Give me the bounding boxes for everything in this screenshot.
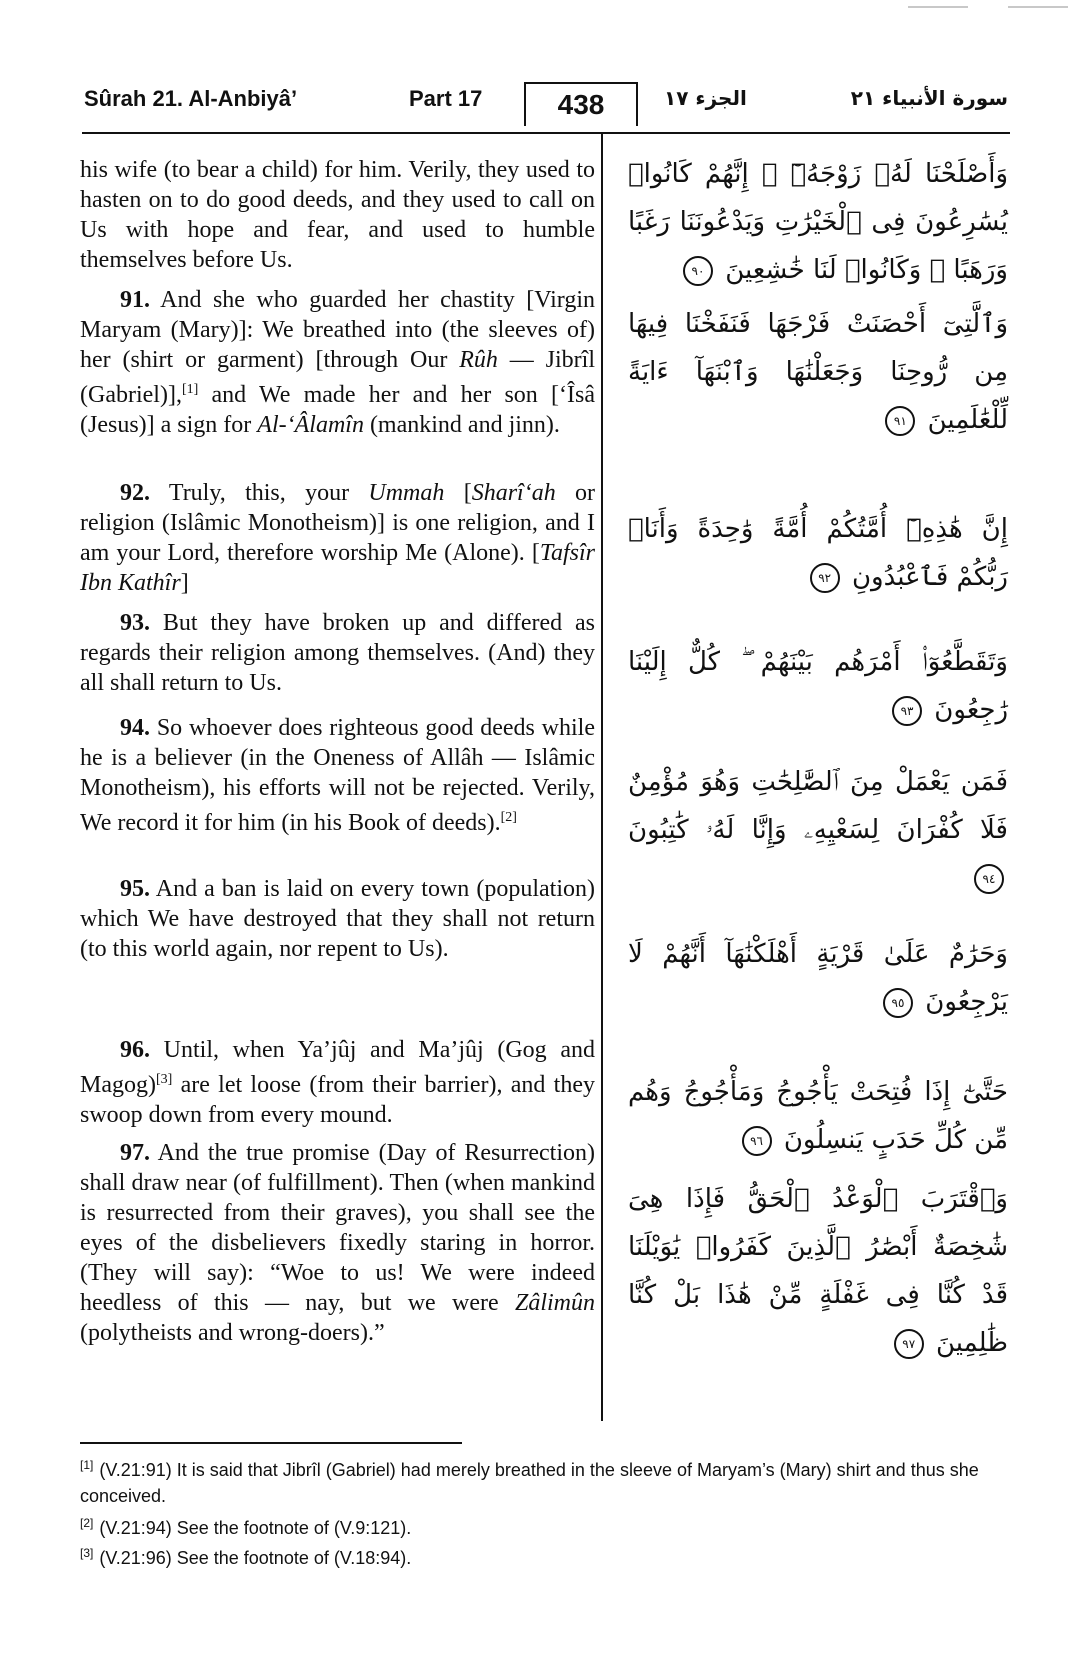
verse-italic: Zâlimûn bbox=[514, 1290, 595, 1316]
page-header bbox=[84, 86, 1008, 136]
ayah-number-mark: ٩٥ bbox=[883, 988, 913, 1018]
verse-text: ] bbox=[180, 570, 189, 596]
ayah-number-mark: ٩٢ bbox=[810, 563, 840, 593]
footnote-mark: [1] bbox=[80, 1458, 94, 1472]
verse-text: — Jibrîl (Gabriel)], bbox=[80, 347, 595, 408]
header-rule bbox=[82, 132, 1010, 134]
surah-title-arabic: سورة الأنبياء ٢١ bbox=[850, 86, 1008, 110]
surah-title-english: Sûrah 21. Al-Anbiyâ’ bbox=[84, 86, 298, 111]
verse-96 bbox=[80, 1035, 595, 1130]
column-divider bbox=[601, 133, 603, 1421]
arabic-text: وَٱلَّتِىٓ أَحْصَنَتْ فَرْجَهَا فَنَفَخْنَا فِيهَا مِن رُّوحِنَا وَجَعَلْنَٰهَا وَٱبْنَهَآ ءَايَةً لِّلْعَٰلَمِينَ bbox=[628, 309, 1008, 435]
footnote-ref[interactable]: [1] bbox=[181, 382, 199, 397]
verse-italic: Ummah bbox=[368, 480, 445, 506]
verse-italic: Sharî‘ah bbox=[471, 480, 556, 506]
verse-94 bbox=[80, 713, 595, 838]
arabic-verse-94 bbox=[628, 758, 1008, 902]
part-label-english: Part 17 bbox=[409, 86, 483, 111]
footnote-rule bbox=[80, 1442, 462, 1444]
verse-text: and We made her and her son [‘Îsâ (Jesus)] a sign for bbox=[80, 382, 595, 438]
ayah-number-mark: ٩٤ bbox=[974, 864, 1004, 894]
arabic-text: إِنَّ هَٰذِهِۦٓ أُمَّتُكُمْ أُمَّةً وَٰحِدَةً وَأَنَا۠ رَبُّكُمْ فَٱعْبُدُونِ bbox=[628, 514, 1008, 592]
verse-95 bbox=[80, 874, 595, 964]
arabic-text: فَمَن يَعْمَلْ مِنَ ٱلصَّٰلِحَٰتِ وَهُوَ مُؤْمِنٌ فَلَا كُفْرَانَ لِسَعْيِهِۦ وَإِنَّا لَهُۥ كَٰتِبُونَ bbox=[628, 767, 1008, 845]
footnote-mark: [3] bbox=[80, 1546, 94, 1560]
verse-text: are let loose (from their barrier), and they swoop down from every mound. bbox=[80, 1072, 595, 1128]
part-label-arabic: الجزء ١٧ bbox=[664, 86, 747, 110]
verse-93 bbox=[80, 608, 595, 698]
scan-marks bbox=[908, 6, 1068, 12]
verse-text: his wife (to bear a child) for him. Verily, they used to hasten on to do good deeds, and they used to call on Us with hope and fear, and used to humble themselves before Us. bbox=[80, 157, 595, 273]
verse-text: And a ban is laid on every town (population) which We have destroyed that they shall not return (to this world again, nor repent to Us). bbox=[80, 876, 595, 962]
verse-number: 94. bbox=[120, 715, 150, 741]
verse-number: 97. bbox=[120, 1140, 150, 1166]
footnote-2 bbox=[80, 1510, 1005, 1541]
verse-text: (polytheists and wrong-doers).” bbox=[80, 1320, 385, 1346]
verse-number: 93. bbox=[120, 610, 150, 636]
footnote-ref[interactable]: [3] bbox=[155, 1072, 173, 1087]
arabic-text: وَحَرَٰمٌ عَلَىٰ قَرْيَةٍ أَهْلَكْنَٰهَآ أَنَّهُمْ لَا يَرْجِعُونَ bbox=[628, 939, 1008, 1017]
verse-97 bbox=[80, 1138, 595, 1348]
arabic-text: وَٱقْتَرَبَ ٱلْوَعْدُ ٱلْحَقُّ فَإِذَا هِىَ شَٰخِصَةٌ أَبْصَٰرُ ٱلَّذِينَ كَفَرُوا۟ يَٰوَيْلَنَا قَدْ كُنَّا فِى غَفْلَةٍ مِّنْ هَٰذَا بَلْ كُنَّا ظَٰلِمِينَ bbox=[628, 1184, 1008, 1358]
verse-italic: Rûh bbox=[459, 347, 498, 373]
arabic-verse-91 bbox=[628, 300, 1008, 444]
arabic-text: وَتَقَطَّعُوٓا۟ أَمْرَهُم بَيْنَهُمْ ۖ كُلٌّ إِلَيْنَا رَٰجِعُونَ bbox=[628, 647, 1008, 725]
verse-text: or religion (Islâmic Monotheism)] is one religion, and I am your Lord, therefore worship Me (Alone). [ bbox=[80, 480, 596, 566]
page-number: 438 bbox=[524, 82, 638, 126]
footnote-3 bbox=[80, 1540, 1005, 1571]
verse-92 bbox=[80, 478, 595, 598]
ayah-number-mark: ٩٠ bbox=[683, 256, 713, 286]
footnote-text: (V.21:96) See the footnote of (V.18:94). bbox=[99, 1548, 412, 1568]
arabic-verse-97 bbox=[628, 1175, 1008, 1367]
arabic-verse-90 bbox=[628, 150, 1008, 294]
footnote-ref[interactable]: [2] bbox=[500, 810, 517, 825]
footnote-text: (V.21:94) See the footnote of (V.9:121). bbox=[99, 1518, 412, 1538]
footnote-text: (V.21:91) It is said that Jibrîl (Gabriel) had merely breathed in the sleeve of Maryam’s (Mary) shirt and thus she conceived. bbox=[80, 1460, 979, 1506]
verse-text: And she who guarded her chastity [Virgin Maryam (Mary)]: We breathed into (the sleeves of) her (shirt or garment) [through Our bbox=[80, 287, 595, 373]
verse-text: So whoever does righteous good deeds while he is a believer (in the Oneness of Allâh — Islâmic Monotheism), his efforts will not be rejected. Verily, We record it for him (in his Book of deeds). bbox=[80, 715, 595, 836]
ayah-number-mark: ٩٦ bbox=[742, 1126, 772, 1156]
arabic-verse-95 bbox=[628, 930, 1008, 1026]
verse-90-continuation bbox=[80, 155, 595, 275]
verse-italic: Al-‘Âlamîn bbox=[257, 412, 364, 438]
verse-italic: Tafsîr Ibn Kathîr bbox=[80, 540, 595, 596]
footnote-mark: [2] bbox=[80, 1516, 94, 1530]
verse-number: 96. bbox=[120, 1037, 150, 1063]
verse-number: 95. bbox=[120, 876, 150, 902]
arabic-verse-96 bbox=[628, 1068, 1008, 1164]
ayah-number-mark: ٩١ bbox=[885, 406, 915, 436]
arabic-text: حَتَّىٰٓ إِذَا فُتِحَتْ يَأْجُوجُ وَمَأْجُوجُ وَهُم مِّن كُلِّ حَدَبٍ يَنسِلُونَ bbox=[628, 1077, 1008, 1155]
verse-number: 92. bbox=[120, 480, 150, 506]
verse-text: (mankind and jinn). bbox=[363, 412, 560, 438]
verse-number: 91. bbox=[120, 287, 150, 313]
arabic-verse-93 bbox=[628, 638, 1008, 734]
verse-text: And the true promise (Day of Resurrection) shall draw near (of fulfillment). Then (when mankind is resurrected from their graves), you shall see the eyes of the disbelievers fixedly staring in horror. (They will say): “Woe to us! We were indeed heedless of this — nay, but we were bbox=[80, 1140, 595, 1316]
verse-91 bbox=[80, 285, 595, 440]
arabic-text: وَأَصْلَحْنَا لَهُۥ زَوْجَهُۥٓ ۚ إِنَّهُمْ كَانُوا۟ يُسَٰرِعُونَ فِى ٱلْخَيْرَٰتِ وَيَدْعُونَنَا رَغَبًا وَرَهَبًا ۖ وَكَانُوا۟ لَنَا خَٰشِعِينَ bbox=[628, 159, 1008, 285]
verse-text: But they have broken up and differed as regards their religion among themselves. (And) they all shall return to Us. bbox=[80, 610, 595, 696]
arabic-verse-92 bbox=[628, 505, 1008, 601]
verse-text: Until, when Ya’jûj and Ma’jûj (Gog and Magog) bbox=[80, 1037, 595, 1098]
ayah-number-mark: ٩٧ bbox=[894, 1329, 924, 1359]
footnote-1 bbox=[80, 1452, 1005, 1509]
ayah-number-mark: ٩٣ bbox=[892, 696, 922, 726]
verse-text: Truly, this, your bbox=[150, 480, 369, 506]
verse-text: [ bbox=[444, 480, 472, 506]
